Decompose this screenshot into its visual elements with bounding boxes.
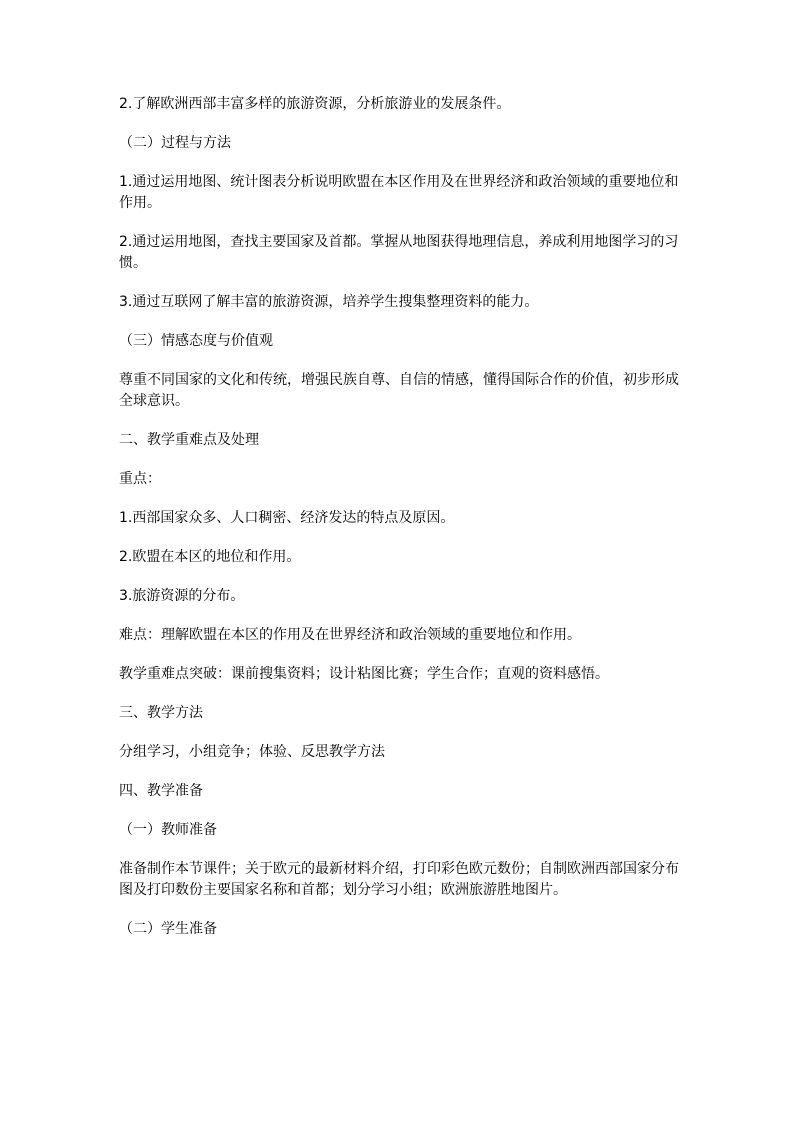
- heading-student-preparation: （二）学生准备: [119, 921, 217, 937]
- heading-teacher-preparation: （一）教师准备: [119, 822, 217, 838]
- paragraph-attitude: 尊重不同国家的文化和传统，增强民族自尊、自信的情感，懂得国际合作的价值，初步形成全球意识。: [119, 372, 679, 409]
- paragraph-key-point-1: 1.西部国家众多、人口稠密、经济发达的特点及原因。: [119, 510, 455, 526]
- paragraph-breakthrough: 教学重难点突破：课前搜集资料；设计粘图比赛；学生合作；直观的资料感悟。: [119, 666, 609, 682]
- paragraph-method-3: 3.通过互联网了解丰富的旅游资源，培养学生搜集整理资料的能力。: [119, 294, 539, 310]
- heading-teaching-methods: 三、教学方法: [119, 705, 203, 721]
- heading-attitude-values: （三）情感态度与价值观: [119, 333, 273, 349]
- paragraph-key-point-2: 2.欧盟在本区的地位和作用。: [119, 549, 301, 565]
- paragraph-teaching-methods: 分组学习，小组竞争；体验、反思教学方法: [119, 744, 385, 760]
- paragraph-teacher-preparation: 准备制作本节课件；关于欧元的最新材料介绍，打印彩色欧元数份；自制欧洲西部国家分布图及打印数份主要国家名称和首都；划分学习小组；欧洲旅游胜地图片。: [119, 861, 679, 898]
- heading-key-difficult-points: 二、教学重难点及处理: [119, 432, 259, 448]
- heading-teaching-preparation: 四、教学准备: [119, 783, 203, 799]
- paragraph-method-1: 1.通过运用地图、统计图表分析说明欧盟在本区作用及在世界经济和政治领域的重要地位和作用。: [119, 174, 679, 211]
- heading-process-methods: （二）过程与方法: [119, 135, 231, 151]
- paragraph-method-2: 2.通过运用地图，查找主要国家及首都。掌握从地图获得地理信息，养成利用地图学习的习惯。: [119, 234, 679, 271]
- document-body: [119, 94, 681, 958]
- paragraph-difficult-point: 难点：理解欧盟在本区的作用及在世界经济和政治领域的重要地位和作用。: [119, 627, 581, 643]
- label-key-points: 重点：: [119, 471, 161, 487]
- paragraph-key-point-3: 3.旅游资源的分布。: [119, 588, 245, 604]
- paragraph-objective-2: 2.了解欧洲西部丰富多样的旅游资源，分析旅游业的发展条件。: [119, 96, 511, 112]
